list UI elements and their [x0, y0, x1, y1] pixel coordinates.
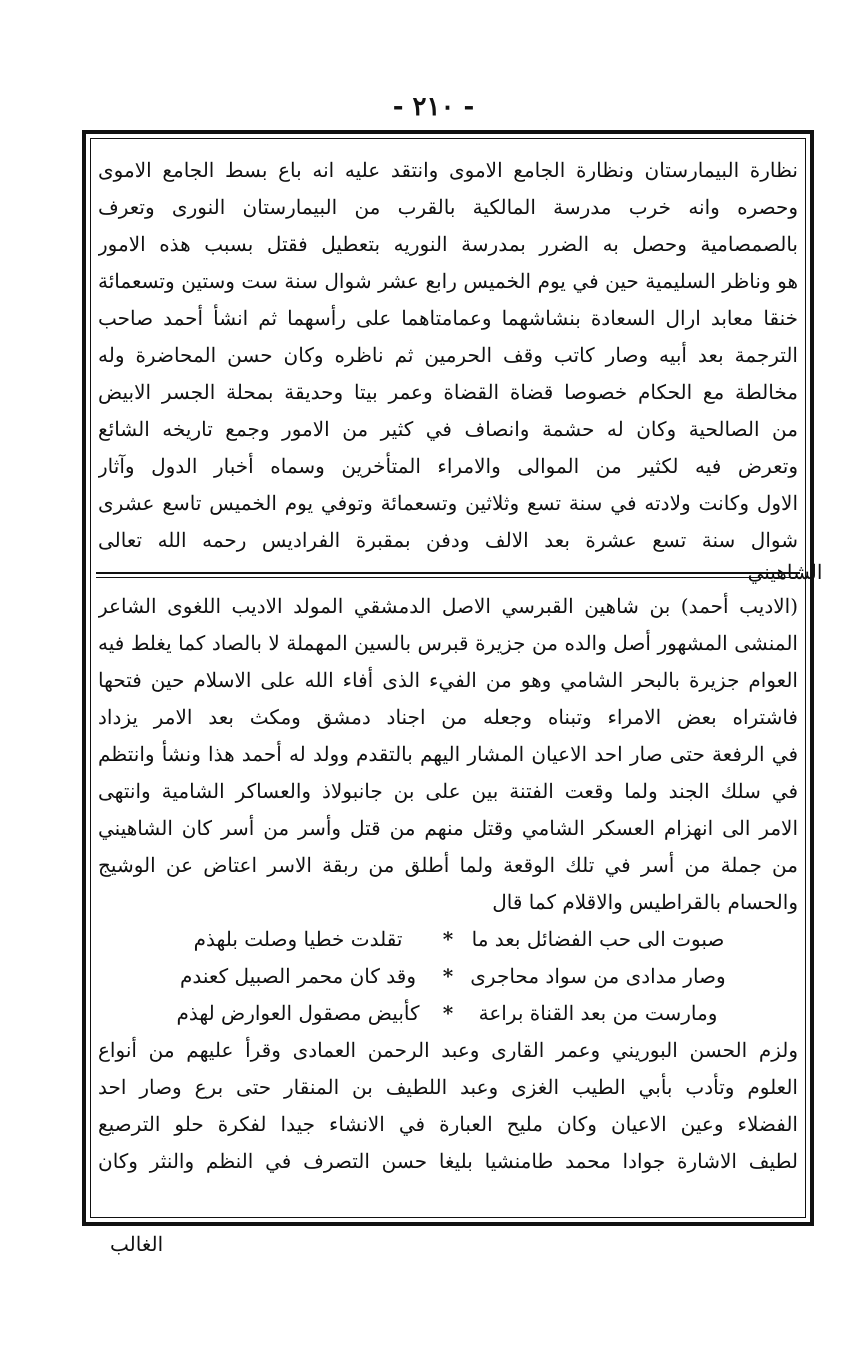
margin-note: الشاهيني — [747, 560, 823, 584]
text-line: والحسام بالقراطيس والاقلام كما قال — [492, 890, 798, 914]
text-line: المنشى المشهور أصل والده من جزيرة قبرس بالسين المهملة لا بالصاد كما يغلط فيه — [98, 631, 798, 655]
text-line: الاول وكانت ولادته في سنة تسع وثلاثين وتسعمائة وتوفي يوم الخميس تاسع عشرى — [98, 491, 798, 515]
verse-separator: * — [442, 927, 454, 951]
verse-first-hemistich: وصار مدادى من سواد محاجرى — [470, 964, 726, 988]
text-line: الفضلاء وعين الاعيان وكان مليح العبارة في الانشاء جيدا لفكرة حلو الترصيع — [98, 1112, 798, 1136]
verse-separator: * — [442, 964, 454, 988]
text-line: وحصره وانه خرب مدرسة المالكية بالقرب من البيمارستان النورى وتعرف — [98, 195, 798, 219]
poem-verse — [98, 958, 798, 995]
text-line: العلوم وتأدب بأبي الطيب الغزى وعبد اللطيف بن المنقار حتى برع وصار احد — [98, 1075, 798, 1099]
text-line: شوال سنة تسع عشرة بعد الالف ودفن بمقبرة الفراديس رحمه الله تعالى — [98, 528, 798, 552]
text-line: بالصمصامية وحصل به الضرر بمدرسة النوريه بتعطيل فقتل بسبب هذه الامور — [98, 232, 798, 256]
poem-verse — [98, 995, 798, 1032]
poem-verse — [98, 921, 798, 958]
text-line: وتعرض فيه لكثير من الموالى والامراء المتأخرين وسماه أخبار الدول وآثار — [98, 454, 798, 478]
catchword: الغالب — [110, 1232, 164, 1256]
verse-first-hemistich: صبوت الى حب الفضائل بعد ما — [471, 927, 725, 951]
text-line: لطيف الاشارة جوادا محمد طامنشيا بليغا حسن التصرف في النظم والنثر وكان — [98, 1149, 798, 1173]
text-line: العوام جزيرة بالبحر الشامي وهو من الفيء الذى أفاء الله على الاسلام حين فتحها — [98, 668, 798, 692]
text-line: في الرفعة حتى صار احد الاعيان المشار اليهم بالتقدم وولد له أحمد هذا ونشأ وانتظم — [98, 742, 798, 766]
page-number: - ٢١٠ - — [392, 92, 475, 122]
section-biography-continued — [98, 152, 798, 559]
verse-first-hemistich: ومارست من بعد القناة براعة — [478, 1001, 718, 1025]
text-line: الامر الى انهزام العسكر الشامي وقتل منهم من قتل وأسر من أسر كان الشاهيني — [98, 816, 798, 840]
text-line: خنقا معابد ارال السعادة بنشاشهما وعمامتاهما على رأسهما ثم انشأ أحمد صاحب — [98, 306, 798, 330]
verse-separator: * — [442, 1001, 454, 1025]
text-line: الترجمة بعد أبيه وصار كاتب وقف الحرمين ثم ناظره وكان حسن المحاضرة وله — [98, 343, 798, 367]
section-biography-shahini — [98, 588, 798, 1180]
text-line: نظارة البيمارستان ونظارة الجامع الاموى وانتقد عليه انه باع بسط الجامع الاموى — [98, 158, 798, 182]
section-separator — [96, 572, 800, 578]
text-line: في سلك الجند ولما وقعت الفتنة بين على بن جانبولاذ والعساكر الشامية وانتهى — [98, 779, 798, 803]
text-line: (الاديب أحمد) بن شاهين القبرسي الاصل الدمشقي المولد الاديب اللغوى الشاعر — [98, 594, 798, 618]
text-line: من الصالحية وكان له حشمة وانصاف في كثير من الامور وجمع تاريخه الشائع — [98, 417, 798, 441]
verse-second-hemistich: كأبيض مصقول العوارض لهذم — [176, 1001, 420, 1025]
text-line: فاشتراه بعض الامراء وتبناه وجعله من اجناد دمشق ومكث بعد الامر يزداد — [98, 705, 798, 729]
text-line: من جملة من أسر في تلك الوقعة ولما أطلق من ربقة الاسر اعتاض عن الوشيج — [98, 853, 798, 877]
text-line: ولزم الحسن البوريني وعمر القارى وعبد الرحمن العمادى وقرأ عليهم من أنواع — [98, 1038, 798, 1062]
verse-second-hemistich: تقلدت خطيا وصلت بلهذم — [193, 927, 403, 951]
text-line: هو وناظر السليمية حين في يوم الخميس رابع عشر شوال سنة ست وستين وتسعمائة — [98, 269, 798, 293]
verse-second-hemistich: وقد كان محمر الصبيل كعندم — [180, 964, 416, 988]
text-line: مخالطة مع الحكام خصوصا قضاة القضاة وعمر بيتا وحديقة بمحلة الجسر الابيض — [98, 380, 798, 404]
